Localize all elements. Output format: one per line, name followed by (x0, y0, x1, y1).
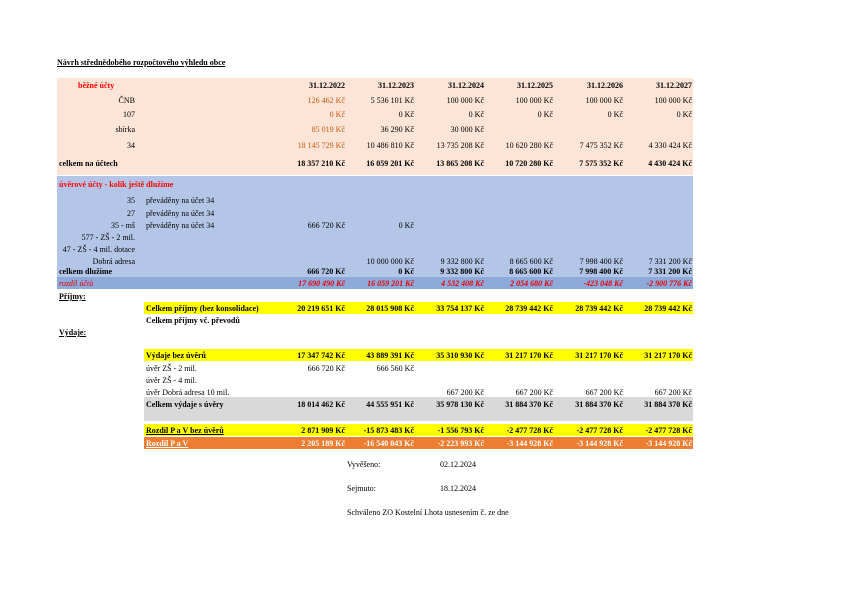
diff-value: 4 532 408 Kč (441, 279, 484, 288)
loan-code: 35 - mš (111, 221, 135, 230)
account-value: 7 475 352 Kč (579, 141, 623, 150)
loan-value: 8 665 600 Kč (509, 257, 553, 266)
account-label: sbírka (115, 125, 135, 134)
vydaje-value: 31 217 170 Kč (505, 351, 553, 360)
loan-note: převáděny na účet 34 (146, 196, 215, 205)
account-value: 30 000 Kč (450, 125, 484, 134)
account-value: 0 Kč (329, 110, 345, 119)
prijmy-value: 33 754 137 Kč (436, 304, 484, 313)
loan-note: převáděny na účet 34 (146, 209, 215, 218)
loan-code: 577 - ZŠ - 2 mil. (81, 233, 135, 242)
vydaje-total-value: 35 978 130 Kč (436, 400, 484, 409)
vydaje-uver-value: 667 200 Kč (446, 388, 484, 397)
rozdil-value: -3 144 928 Kč (645, 439, 692, 448)
rozdil-value: -3 144 928 Kč (506, 439, 553, 448)
diff-value: 2 054 680 Kč (510, 279, 553, 288)
vydaje-total-value: 31 884 370 Kč (505, 400, 553, 409)
loan-code: 47 - ZŠ - 4 mil. dotace (62, 245, 135, 254)
vydaje-uver-label: úvěr ZŠ - 4 mil. (146, 376, 197, 385)
vydaje-value: 17 347 742 Kč (297, 351, 345, 360)
vydaje-total-value: 18 014 462 Kč (297, 400, 345, 409)
rozdil-bez-value: 2 871 909 Kč (301, 426, 345, 435)
account-value: 0 Kč (398, 110, 414, 119)
account-value: 5 536 101 Kč (370, 96, 414, 105)
sejmuto-date: 18.12.2024 (440, 484, 476, 493)
uverove-total-label: celkem dlužíme (59, 267, 113, 276)
account-value: 100 000 Kč (585, 96, 623, 105)
rozdil-bez-label: Rozdíl P a V bez úvěrů (146, 426, 224, 435)
account-value: 13 735 208 Kč (436, 141, 484, 150)
total-value: 7 575 352 Kč (579, 159, 623, 168)
year-header: 31.12.2026 (587, 81, 623, 90)
bezne-total-label: celkem na účtech (59, 159, 118, 168)
loan-code: 27 (127, 209, 135, 218)
rozdil-value: -16 540 043 Kč (363, 439, 414, 448)
total-value: 10 720 280 Kč (505, 159, 553, 168)
vydaje-uver-value: 666 720 Kč (307, 364, 345, 373)
rozdil-value: -2 223 993 Kč (437, 439, 484, 448)
uverove-ucty-heading: úvěrové účty - kolik ještě dlužíme (59, 180, 174, 189)
diff-value: -2 900 776 Kč (646, 279, 692, 288)
year-header: 31.12.2022 (309, 81, 345, 90)
account-value: 0 Kč (468, 110, 484, 119)
rozdil-label: Rozdíl P a V (146, 439, 189, 448)
account-value: 10 486 810 Kč (366, 141, 414, 150)
year-header: 31.12.2027 (656, 81, 692, 90)
diff-value: 17 690 490 Kč (298, 279, 345, 288)
account-label: ČNB (118, 96, 135, 105)
vydaje-value: 35 310 930 Kč (436, 351, 484, 360)
total-value: 8 665 600 Kč (509, 267, 553, 276)
vydaje-total-value: 44 555 951 Kč (366, 400, 414, 409)
rozdil-bez-value: -2 477 728 Kč (576, 426, 623, 435)
account-value: 18 145 729 Kč (297, 141, 345, 150)
loan-value: 0 Kč (398, 221, 414, 230)
vydaje-value: 43 889 391 Kč (366, 351, 414, 360)
prijmy-value: 28 015 908 Kč (366, 304, 414, 313)
total-value: 7 331 200 Kč (648, 267, 692, 276)
vydaje-bez-label: Výdaje bez úvěrů (146, 351, 206, 360)
vydaje-uver-value: 667 200 Kč (654, 388, 692, 397)
prijmy-sub-label: Celkem příjmy vč. převodů (146, 316, 240, 325)
account-value: 0 Kč (537, 110, 553, 119)
account-value: 100 000 Kč (515, 96, 553, 105)
total-value: 7 998 400 Kč (579, 267, 623, 276)
rozdil-value: -3 144 928 Kč (576, 439, 623, 448)
vydaje-uver-label: úvěr ZŠ - 2 mil. (146, 364, 197, 373)
diff-value: 16 059 201 Kč (367, 279, 414, 288)
loan-value: 7 331 200 Kč (648, 257, 692, 266)
prijmy-heading: Příjmy: (59, 292, 86, 301)
loan-value: 7 998 400 Kč (579, 257, 623, 266)
bezne-ucty-heading: běžné účty (78, 81, 115, 90)
year-header: 31.12.2025 (517, 81, 553, 90)
vydaje-uver-value: 666 560 Kč (376, 364, 414, 373)
total-value: 18 357 210 Kč (297, 159, 345, 168)
vydaje-uver-value: 667 200 Kč (585, 388, 623, 397)
account-value: 0 Kč (607, 110, 623, 119)
account-value: 100 000 Kč (446, 96, 484, 105)
diff-value: -423 048 Kč (583, 279, 623, 288)
vydaje-uver-label: úvěr Dobrá adresa 10 mil. (146, 388, 230, 397)
total-value: 0 Kč (398, 267, 414, 276)
rozdil-bez-value: -2 477 728 Kč (506, 426, 553, 435)
total-value: 13 865 208 Kč (436, 159, 484, 168)
loan-note: převáděny na účet 34 (146, 221, 215, 230)
account-value: 85 019 Kč (311, 125, 345, 134)
year-header: 31.12.2023 (378, 81, 414, 90)
sejmuto-label: Sejmuto: (347, 484, 376, 493)
total-value: 4 430 424 Kč (648, 159, 692, 168)
loan-value: 9 332 800 Kč (440, 257, 484, 266)
prijmy-value: 20 219 651 Kč (297, 304, 345, 313)
total-value: 9 332 800 Kč (440, 267, 484, 276)
account-value: 126 462 Kč (307, 96, 345, 105)
account-value: 100 000 Kč (654, 96, 692, 105)
vydaje-uver-value: 667 200 Kč (515, 388, 553, 397)
account-value: 0 Kč (676, 110, 692, 119)
vyveseno-date: 02.12.2024 (440, 460, 476, 469)
total-value: 16 059 201 Kč (366, 159, 414, 168)
rozdil-bez-value: -2 477 728 Kč (645, 426, 692, 435)
schvaleno-text: Schváleno ZO Kostelní Lhota usnesením č. ze dne (347, 508, 509, 517)
rozdil-bez-value: -1 556 793 Kč (437, 426, 484, 435)
loan-value: 10 000 000 Kč (366, 257, 414, 266)
prijmy-total-label: Celkem příjmy (bez konsolidace) (146, 304, 259, 313)
prijmy-value: 28 739 442 Kč (644, 304, 692, 313)
account-label: 34 (127, 141, 135, 150)
year-header: 31.12.2024 (448, 81, 484, 90)
account-label: 107 (123, 110, 135, 119)
vyveseno-label: Vyvěšeno: (347, 460, 381, 469)
vydaje-total-value: 31 884 370 Kč (644, 400, 692, 409)
loan-code: 35 (127, 196, 135, 205)
account-value: 4 330 424 Kč (648, 141, 692, 150)
vydaje-total-value: 31 884 370 Kč (575, 400, 623, 409)
loan-code: Dobrá adresa (92, 257, 135, 266)
account-value: 36 290 Kč (380, 125, 414, 134)
loan-value: 666 720 Kč (307, 221, 345, 230)
vydaje-value: 31 217 170 Kč (575, 351, 623, 360)
vydaje-value: 31 217 170 Kč (644, 351, 692, 360)
vydaje-total-label: Celkem výdaje s úvěry (146, 400, 224, 409)
rozdil-uctu-label: rozdíl účtů (59, 279, 94, 288)
prijmy-value: 28 739 442 Kč (575, 304, 623, 313)
rozdil-bez-value: -15 873 483 Kč (363, 426, 414, 435)
vydaje-heading: Výdaje: (59, 328, 87, 337)
total-value: 666 720 Kč (307, 267, 345, 276)
account-value: 10 620 280 Kč (505, 141, 553, 150)
page-title: Návrh střednědobého rozpočtového výhledu obce (57, 58, 226, 67)
rozdil-value: 2 205 189 Kč (301, 439, 345, 448)
prijmy-value: 28 739 442 Kč (505, 304, 553, 313)
